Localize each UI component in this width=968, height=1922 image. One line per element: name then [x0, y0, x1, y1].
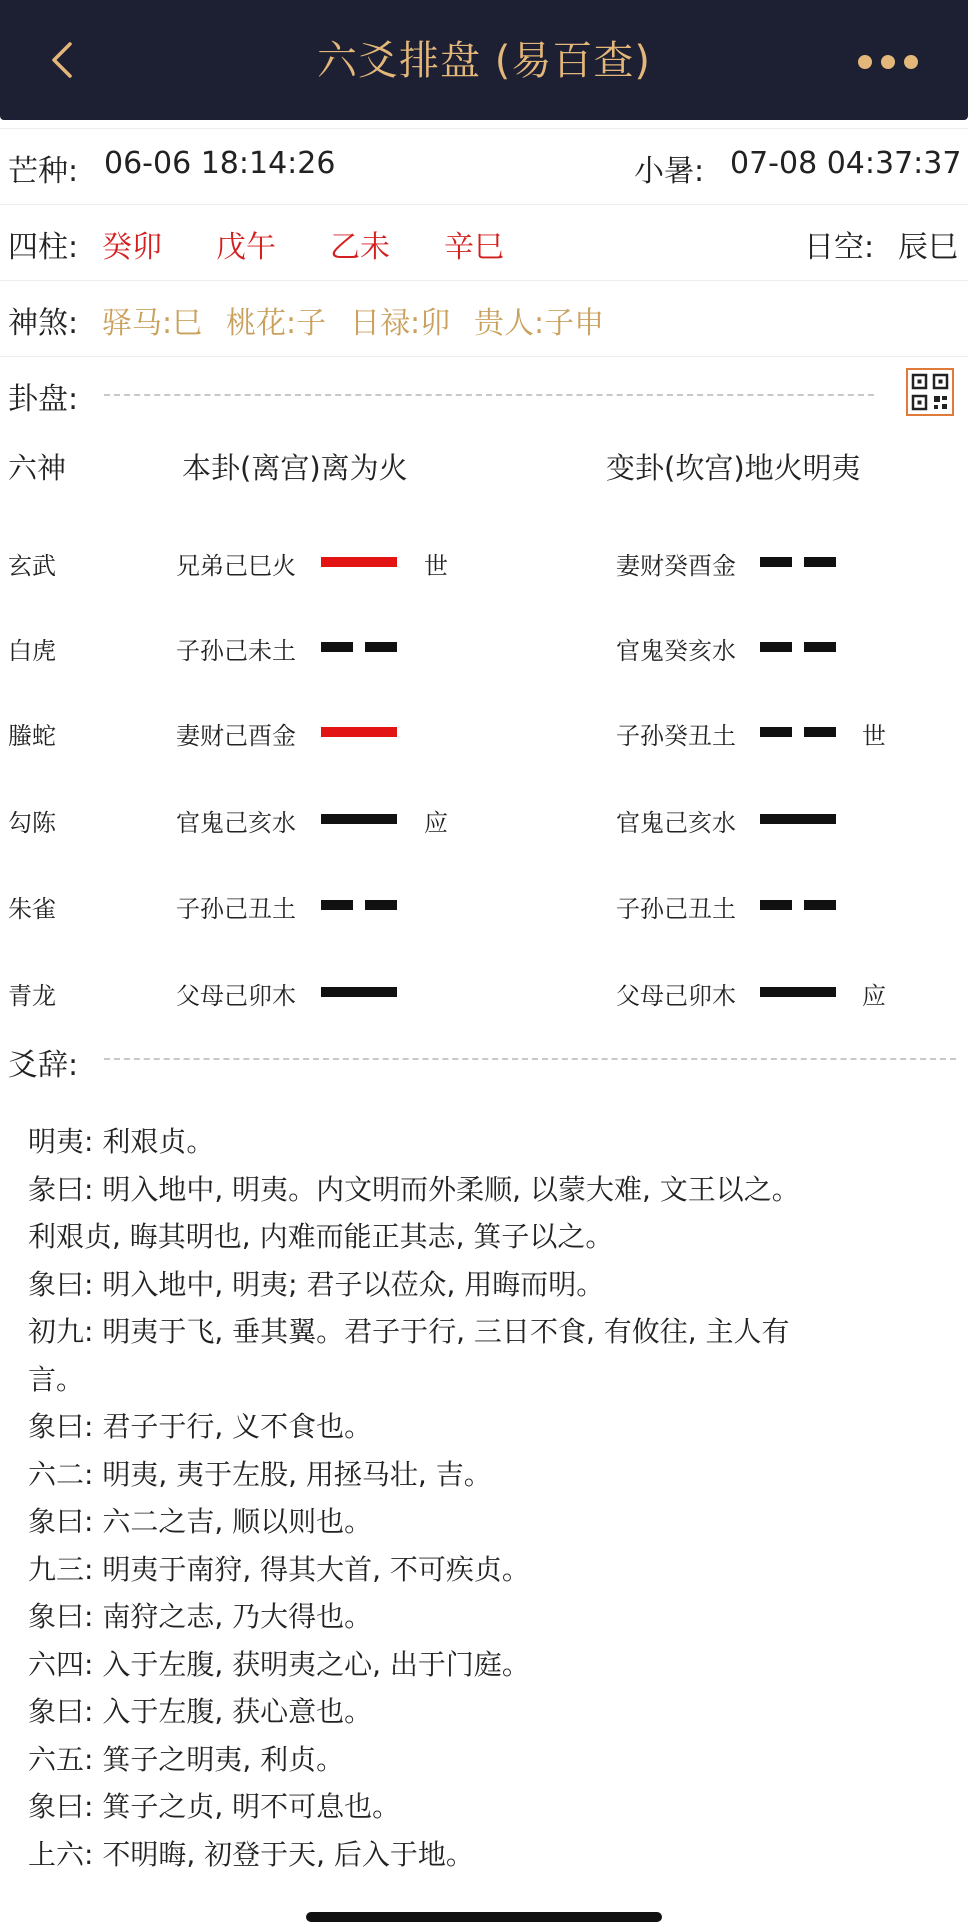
moving-yao-line — [321, 557, 397, 567]
yaoci-line: 明夷: 利艰贞。 — [28, 1125, 215, 1158]
ben-gua-header: 本卦(离宫)离为火 — [182, 451, 408, 485]
shensha-item: 日禄:卯 — [350, 306, 451, 341]
liushen-cell: 螣蛇 — [8, 722, 56, 750]
yin-yao-line — [760, 642, 836, 652]
divider — [0, 280, 968, 281]
liushen-cell: 白虎 — [8, 637, 56, 665]
solar-term-left-value: 06-06 18:14:26 — [104, 146, 336, 181]
qr-code-button[interactable] — [906, 368, 954, 416]
shensha-item: 驿马:巳 — [102, 306, 203, 341]
shensha-row — [0, 298, 968, 342]
yang-yao-line — [321, 814, 397, 824]
solar-term-left-label: 芒种: — [8, 154, 79, 189]
yang-yao-line — [321, 987, 397, 997]
guapan-section-header — [0, 374, 968, 418]
yaoci-line: 初九: 明夷于飞, 垂其翼。君子于行, 三日不食, 有攸往, 主人有 — [28, 1315, 790, 1348]
yaoci-line: 象曰: 入于左腹, 获心意也。 — [28, 1695, 373, 1728]
ben-shi-ying-mark: 世 — [424, 552, 448, 580]
void-label: 日空: — [804, 230, 875, 265]
moving-yao-line — [321, 727, 397, 737]
divider — [0, 356, 968, 357]
shensha-label: 神煞: — [8, 306, 79, 341]
bian-yao-label: 子孙己丑土 — [616, 895, 736, 923]
yaoci-line: 象曰: 君子于行, 义不食也。 — [28, 1410, 373, 1443]
yin-yao-line — [321, 900, 397, 910]
ben-yao-label: 官鬼己亥水 — [176, 809, 296, 837]
pillar-day: 乙未 — [330, 230, 390, 265]
home-indicator — [306, 1912, 662, 1922]
yaoci-line: 六五: 箕子之明夷, 利贞。 — [28, 1742, 345, 1776]
yaoci-line: 九三: 明夷于南狩, 得其大首, 不可疾贞。 — [28, 1552, 530, 1586]
liushen-header: 六神 — [8, 451, 67, 485]
yin-yao-line — [760, 727, 836, 737]
yaoci-line: 象曰: 南狩之志, 乃大得也。 — [28, 1600, 373, 1633]
navigation-bar — [0, 0, 968, 120]
ben-shi-ying-mark: 应 — [424, 809, 448, 837]
divider — [0, 128, 968, 129]
ben-yao-label: 父母己卯木 — [176, 982, 296, 1010]
bian-yao-label: 官鬼癸亥水 — [616, 637, 736, 665]
yaoci-line: 利艰贞, 晦其明也, 内难而能正其志, 箕子以之。 — [28, 1220, 614, 1253]
ben-yao-label: 兄弟己巳火 — [176, 552, 296, 580]
liushen-cell: 青龙 — [8, 982, 56, 1010]
dashed-divider — [104, 1058, 956, 1060]
guapan-label: 卦盘: — [8, 382, 79, 417]
more-button[interactable] — [858, 50, 930, 74]
void-value: 辰巳 — [898, 230, 958, 265]
ben-yao-label: 子孙己丑土 — [176, 895, 296, 923]
divider — [0, 204, 968, 205]
more-horizontal-icon — [858, 55, 872, 69]
yaoci-section-header — [0, 1040, 968, 1084]
qr-code-icon — [908, 370, 952, 414]
bian-yao-label: 子孙癸丑土 — [616, 722, 736, 750]
bian-shi-ying-mark: 世 — [862, 722, 886, 750]
yin-yao-line — [321, 642, 397, 652]
liushen-cell: 朱雀 — [8, 895, 56, 923]
yaoci-line: 象曰: 明入地中, 明夷; 君子以莅众, 用晦而明。 — [28, 1267, 605, 1301]
yaoci-line: 象曰: 六二之吉, 顺以则也。 — [28, 1505, 373, 1538]
bian-shi-ying-mark: 应 — [862, 982, 886, 1010]
yin-yao-line — [760, 557, 836, 567]
bian-yao-label: 父母己卯木 — [616, 982, 736, 1010]
page-title: 六爻排盘 (易百查) — [317, 38, 651, 84]
solar-term-right-label: 小暑: — [634, 154, 705, 189]
yaoci-line: 上六: 不明晦, 初登于天, 后入于地。 — [28, 1837, 474, 1871]
pillar-hour: 辛巳 — [444, 230, 504, 265]
yaoci-text — [28, 1118, 948, 1878]
yaoci-line: 六四: 入于左腹, 获明夷之心, 出于门庭。 — [28, 1647, 530, 1681]
four-pillars-row — [0, 222, 968, 266]
ben-yao-label: 妻财己酉金 — [176, 722, 296, 750]
yin-yao-line — [760, 900, 836, 910]
yaoci-line: 言。 — [28, 1362, 85, 1396]
ben-yao-label: 子孙己未土 — [176, 637, 296, 665]
pillar-year: 癸卯 — [102, 230, 162, 265]
pillar-month: 戊午 — [216, 230, 276, 265]
yaoci-label: 爻辞: — [8, 1048, 79, 1083]
bian-yao-label: 妻财癸酉金 — [616, 552, 736, 580]
dashed-divider — [104, 394, 874, 396]
bian-yao-label: 官鬼己亥水 — [616, 809, 736, 837]
yaoci-line: 彖曰: 明入地中, 明夷。内文明而外柔顺, 以蒙大难, 文王以之。 — [28, 1172, 800, 1206]
yang-yao-line — [760, 987, 836, 997]
shensha-item: 贵人:子申 — [474, 306, 605, 341]
solar-terms-row — [0, 146, 968, 190]
bian-gua-header: 变卦(坎宫)地火明夷 — [606, 451, 861, 485]
liushen-cell: 玄武 — [8, 552, 56, 580]
liushen-cell: 勾陈 — [8, 809, 56, 837]
solar-term-right-value: 07-08 04:37:37 — [730, 146, 962, 181]
yaoci-line: 六二: 明夷, 夷于左股, 用拯马壮, 吉。 — [28, 1457, 492, 1491]
shensha-item: 桃花:子 — [226, 306, 327, 341]
four-pillars-label: 四柱: — [8, 230, 79, 265]
yang-yao-line — [760, 814, 836, 824]
yaoci-line: 象曰: 箕子之贞, 明不可息也。 — [28, 1790, 401, 1823]
